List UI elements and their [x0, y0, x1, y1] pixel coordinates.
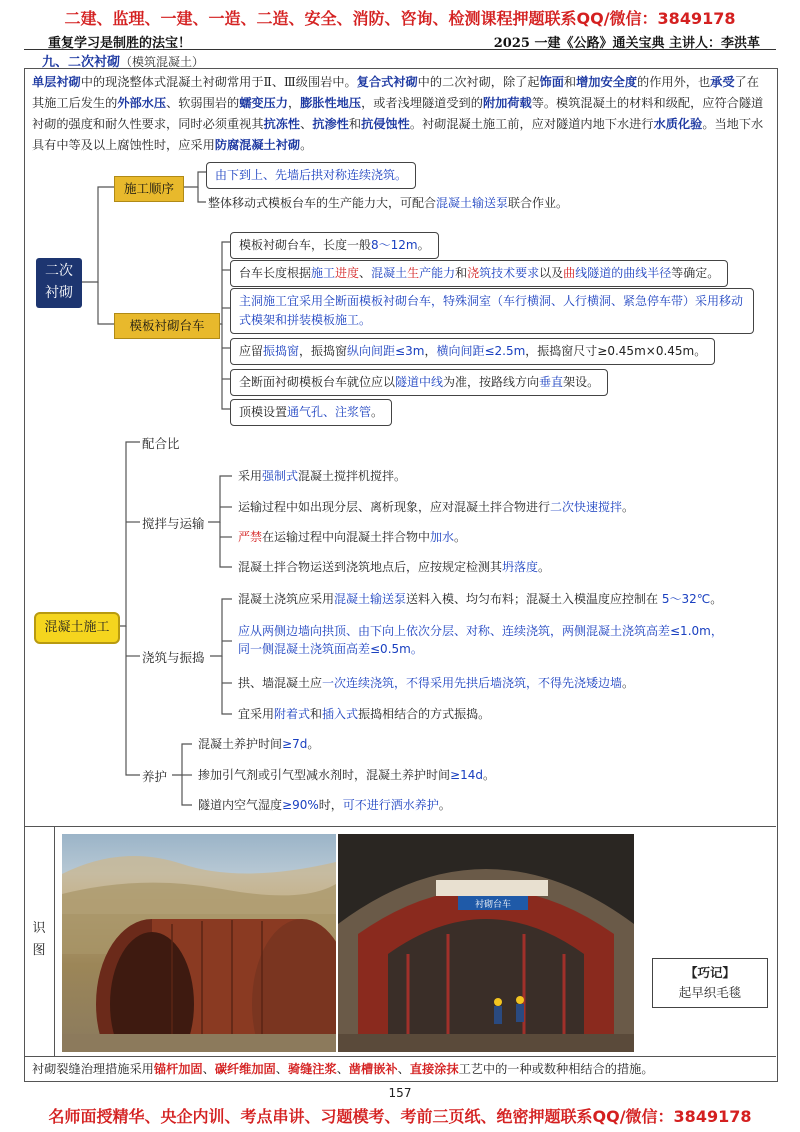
intro-text: 中的现浇整体式混凝土衬砌常用于Ⅱ、Ⅲ级围岩中。	[80, 75, 357, 89]
root-line1: 二次	[45, 263, 73, 279]
kw: 纵向间距≤3m	[347, 344, 425, 358]
trolley-item-1: 模板衬砌台车，长度一般8～12m。	[230, 232, 439, 259]
note-text: 衬砌裂缝治理措施采用	[32, 1062, 154, 1076]
kw: 筑技术要求	[479, 266, 540, 280]
note-text: 、	[202, 1062, 215, 1076]
kw-coating: 直接涂抹	[409, 1062, 459, 1076]
branch-construction-order: 施工顺序	[114, 176, 184, 202]
intro-text: 和	[563, 75, 577, 89]
pour-item-2-line1: 应从两侧边墙向拱顶、由下向上依次分层、对称、连续浇筑，两侧混凝土浇筑高差≤1.0m，	[238, 624, 723, 638]
node-pouring-vibration: 浇筑与振捣	[142, 650, 205, 665]
trolley-item-4: 应留振捣窗，振捣窗纵向间距≤3m，横向间距≤2.5m，振捣窗尺寸≥0.45m×0.45m。	[230, 338, 715, 365]
curing-item-2: 掺加引气剂或引气型减水剂时，混凝土养护时间≥14d。	[198, 768, 495, 782]
kw-anchor: 锚杆加固	[153, 1062, 203, 1076]
mix-item-2: 运输过程中如出现分层、离析现象，应对混凝土拌合物进行二次快速搅拌。	[238, 500, 635, 514]
kw: 产能力	[419, 266, 456, 280]
trolley-item-3: 主洞施工宜采用全断面模板衬砌台车，特殊洞室（车行横洞、人行横洞、紧急停车带）采用移动式模架和拼装模板施工。	[230, 288, 754, 334]
note-text: 、	[336, 1062, 349, 1076]
curing-item-1: 混凝土养护时间≥7d。	[198, 737, 320, 751]
trolley-item-6: 顶模设置通气孔、注浆管。	[230, 399, 392, 426]
kw: ≥7d	[282, 737, 308, 751]
section-title-text: 九、二次衬砌	[42, 55, 121, 70]
kw: 混凝土输送泵	[334, 592, 407, 606]
kw: 严禁	[238, 530, 263, 544]
photo-trolley-tunnel	[338, 834, 634, 1052]
kw-single-lining: 单层衬砌	[32, 75, 81, 89]
section-subtitle: （模筑混凝土）	[120, 55, 205, 69]
kw: 可不进行洒水养护	[342, 798, 439, 812]
crack-treatment-note	[32, 1060, 654, 1077]
kw: 振捣窗	[263, 344, 300, 358]
kw: 生	[407, 266, 420, 280]
kw: 插入式	[322, 707, 359, 721]
kw-groove: 凿槽嵌补	[348, 1062, 398, 1076]
kw-facing: 饰面	[539, 75, 564, 89]
intro-text: 的作用外，也	[637, 75, 711, 89]
intro-text: 、软弱围岩的	[166, 96, 240, 110]
photo-trolley-outdoor-drawing	[62, 834, 336, 1052]
mix-item-4: 混凝土拌合物运送到浇筑地点后，应按规定检测其坍落度。	[238, 560, 551, 574]
mindmap1-root	[36, 258, 82, 308]
note-text: 、	[397, 1062, 410, 1076]
intro-text: 。	[300, 138, 313, 152]
kw: 加水	[430, 530, 455, 544]
node-mixing-transport: 搅拌与运输	[142, 516, 205, 531]
kw: 隧道中线	[395, 375, 444, 389]
intro-text: 等。模筑混凝土的材料和级配，应符合隧道衬砌的强度和耐久性要求，同时必须重视其	[32, 96, 764, 131]
pour-item-1: 混凝土浇筑应采用混凝土输送泵送料入模、均匀布料；混凝土入模温度应控制在 5～32℃。	[238, 592, 723, 606]
promo-banner-bottom: 名师面授精华、央企内训、考点串讲、习题模考、考前三页纸、绝密押题联系QQ/微信：3849178	[48, 1107, 752, 1126]
kw-safety: 增加安全度	[576, 75, 638, 89]
intro-text: 中的二次衬砌，除了起	[417, 75, 540, 89]
intro-text: 和	[348, 117, 362, 131]
order-item-1-text: 由下到上、先墙后拱对称连续浇筑。	[215, 168, 408, 182]
kw: 混凝土	[371, 266, 408, 280]
mindmap2-root: 混凝土施工	[34, 612, 120, 644]
kw-water-pressure: 外部水压	[117, 96, 167, 110]
kw-pump: 混凝土输送泵	[436, 196, 509, 210]
kw: ≥90%	[282, 798, 319, 812]
promo-banner-top: 二建、监理、一建、一造、二造、安全、消防、咨询、检测课程押题联系QQ/微信：3849178	[64, 9, 736, 28]
intro-text: ，或者浅埋隧道受到的	[361, 96, 483, 110]
photo-banner: 衬砌台车	[474, 900, 512, 910]
kw-bear: 承受	[710, 75, 735, 89]
pour-item-2	[238, 622, 723, 658]
kw-erosion: 抗侵蚀性	[361, 117, 410, 131]
kw: 强制式	[262, 469, 299, 483]
kw: 曲	[563, 266, 576, 280]
kw: 通气孔、注浆管	[287, 405, 372, 419]
kw-impermeable: 抗渗性	[312, 117, 349, 131]
kw: 坍落度	[502, 560, 539, 574]
header-motto: 重复学习是制胜的法宝！	[48, 36, 192, 51]
intro-text: 、	[300, 117, 313, 131]
kw: 横向间距≤2.5m	[436, 344, 526, 358]
kw-frost: 抗冻性	[263, 117, 301, 131]
intro-text: 。衬砌混凝土施工前，应对隧道内地下水进行	[409, 117, 654, 131]
mix-item-3: 严禁在运输过程中向混凝土拌合物中加水。	[238, 530, 467, 544]
photo-trolley-tunnel-drawing	[338, 834, 634, 1052]
kw-creep: 蠕变压力	[239, 96, 288, 110]
kw: 一次连续浇筑，不得采用先拱后墙浇筑，不得先浇矮边墙	[322, 676, 623, 690]
kw-carbon-fiber: 碳纤维加固	[214, 1062, 276, 1076]
kw-swelling: 膨胀性地压	[300, 96, 362, 110]
branch-formwork-trolley: 模板衬砌台车	[114, 313, 220, 339]
pour-item-2-line2: 同一侧混凝土浇筑面高差≤0.5m。	[238, 642, 423, 656]
kw: ≥14d	[450, 768, 483, 782]
note-text: 工艺中的一种或数种相结合的措施。	[458, 1062, 654, 1076]
mnemonic-title: 【巧记】	[684, 965, 735, 980]
trolley-item-5: 全断面衬砌模板台车就位应以隧道中线为准，按路线方向垂直架设。	[230, 369, 608, 396]
kw-grouting: 骑缝注浆	[287, 1062, 337, 1076]
kw: 垂直	[539, 375, 564, 389]
kw-extra-load: 附加荷载	[482, 96, 532, 110]
kw-water-test: 水质化验	[653, 117, 703, 131]
kw: 施工	[311, 266, 336, 280]
mnemonic-text: 起早织毛毯	[678, 985, 742, 1000]
intro-text: 。当地下水具有中等及以上腐蚀性时，应采用	[32, 117, 764, 152]
page-number: 157	[388, 1086, 412, 1100]
mnemonic-box	[652, 958, 768, 1008]
node-mix-ratio: 配合比	[142, 436, 180, 451]
order-item-1	[206, 162, 416, 189]
header-course-title: 2025 一建《公路》通关宝典 主讲人：李洪革	[493, 36, 760, 51]
kw-anticorrosion: 防腐混凝土衬砌	[214, 138, 301, 152]
trolley-item-2: 台车长度根据施工进度、混凝土生产能力和浇筑技术要求以及曲线隧道的曲线半径等确定。	[230, 260, 728, 287]
pour-item-4: 宜采用附着式和插入式振捣相结合的方式振捣。	[238, 707, 491, 721]
intro-text: 了在其施工后发生的	[32, 75, 759, 110]
kw: 二次快速搅拌	[550, 500, 623, 514]
pour-item-3: 拱、墙混凝土应一次连续浇筑，不得采用先拱后墙浇筑，不得先浇矮边墙。	[238, 676, 635, 690]
note-text: 、	[275, 1062, 288, 1076]
mix-item-1: 采用强制式混凝土搅拌机搅拌。	[238, 469, 407, 483]
photo-section-label: 识图	[32, 921, 46, 958]
node-curing: 养护	[142, 769, 168, 784]
root-line2: 衬砌	[45, 285, 73, 301]
kw-length: 8～12m	[371, 238, 418, 252]
kw: 浇	[467, 266, 480, 280]
kw: 线隧道的曲线半径	[575, 266, 672, 280]
intro-text: ，	[287, 96, 301, 110]
kw: 附着式	[274, 707, 311, 721]
curing-item-3: 隧道内空气湿度≥90%时，可不进行洒水养护。	[198, 798, 451, 812]
kw: 进度	[335, 266, 360, 280]
kw-composite-lining: 复合式衬砌	[356, 75, 418, 89]
order-item-2: 整体移动式模板台车的生产能力大，可配合混凝土输送泵联合作业。	[208, 196, 569, 210]
kw: 5～32℃	[661, 592, 711, 606]
photo-trolley-outdoor	[62, 834, 336, 1052]
